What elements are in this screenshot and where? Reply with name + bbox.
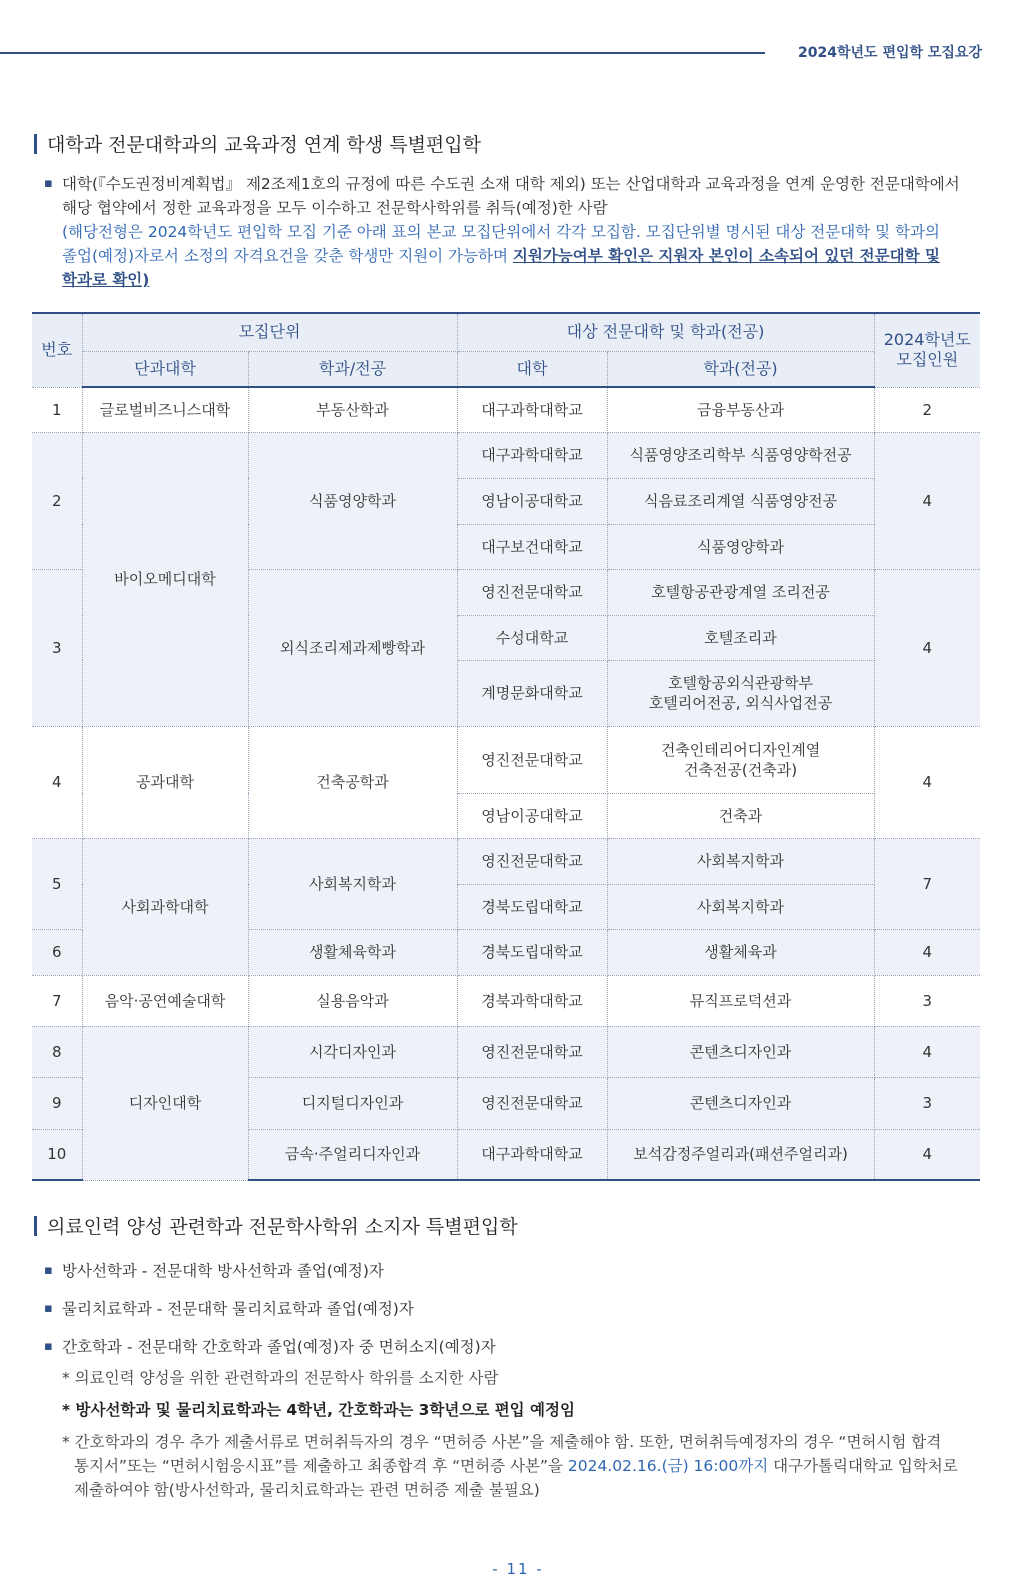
bullet-dot-icon: ▪ — [44, 1301, 53, 1316]
cell-major-line1: 건축인테리어디자인계열 — [660, 740, 821, 759]
header-quota-b: 모집인원 — [896, 350, 959, 370]
cell-quota: 4 — [874, 1026, 980, 1077]
cell-quota: 3 — [874, 1077, 980, 1129]
header-quota — [874, 313, 980, 387]
cell-major: 콘텐츠디자인과 — [607, 1026, 874, 1077]
cell-dept: 식품영양학과 — [248, 432, 457, 569]
cell-no: 3 — [32, 569, 82, 726]
bullet-dot-icon: ▪ — [44, 1263, 53, 1278]
cell-major: 사회복지학과 — [607, 884, 874, 929]
cell-quota: 2 — [874, 387, 980, 432]
section-marker — [34, 1216, 37, 1236]
cell-quota: 4 — [874, 432, 980, 569]
section-marker — [34, 134, 37, 154]
cell-dept: 금속·주얼리디자인과 — [248, 1129, 457, 1180]
cell-univ: 대구보건대학교 — [457, 524, 607, 569]
note-3-line2 — [62, 1454, 992, 1478]
cell-univ: 영남이공대학교 — [457, 793, 607, 838]
section1-bullet — [44, 172, 994, 292]
cell-univ: 대구과학대학교 — [457, 387, 607, 432]
cell-college: 글로벌비즈니스대학 — [82, 387, 248, 432]
note-2: * 방사선학과 및 물리치료학과는 4학년, 간호학과는 3학년으로 편입 예정임 — [62, 1401, 575, 1419]
header-dept: 학과/전공 — [248, 351, 457, 387]
cell-dept: 사회복지학과 — [248, 838, 457, 929]
cell-no: 6 — [32, 929, 82, 975]
cell-major: 금융부동산과 — [607, 387, 874, 432]
section2-title — [34, 1212, 518, 1239]
bullet-line1: 대학(『수도권정비계획법』 제2조제1호의 규정에 따른 수도권 소재 대학 제외) 또는 산업대학과 교육과정을 연계 운영한 전문대학에서 — [62, 175, 960, 193]
section2-bullet-3 — [44, 1335, 944, 1359]
cell-univ: 계명문화대학교 — [457, 660, 607, 726]
cell-major: 사회복지학과 — [607, 838, 874, 884]
cell-major: 식음료조리계열 식품영양전공 — [607, 478, 874, 524]
note-3 — [62, 1430, 992, 1502]
cell-major: 호텔항공관광계열 조리전공 — [607, 569, 874, 615]
header-target: 대상 전문대학 및 학과(전공) — [457, 313, 874, 351]
cell-dept: 외식조리제과제빵학과 — [248, 569, 457, 726]
table-row — [32, 838, 980, 884]
table-row — [32, 432, 980, 478]
note-emphasis-b: 학과로 확인) — [62, 271, 150, 289]
section1-title-text: 대학과 전문대학과의 교육과정 연계 학생 특별편입학 — [47, 134, 481, 156]
cell-major — [607, 726, 874, 793]
table-row — [32, 975, 980, 1026]
cell-univ: 대구과학대학교 — [457, 1129, 607, 1180]
cell-major — [607, 660, 874, 726]
note-3-line3: 제출하여야 함(방사선학과, 물리치료학과는 관련 면허증 제출 불필요) — [74, 1481, 540, 1499]
header-title: 2024학년도 편입학 모집요강 — [798, 45, 982, 61]
cell-univ: 대구과학대학교 — [457, 432, 607, 478]
cell-major: 호텔조리과 — [607, 615, 874, 660]
deadline-date: 2024.02.16.(금) 16:00까지 — [567, 1457, 769, 1475]
cell-college: 공과대학 — [82, 726, 248, 838]
cell-quota: 4 — [874, 929, 980, 975]
bullet-text: 방사선학과 - 전문대학 방사선학과 졸업(예정)자 — [62, 1262, 384, 1280]
cell-college: 음악·공연예술대학 — [82, 975, 248, 1026]
cell-college: 사회과학대학 — [82, 838, 248, 975]
cell-dept: 디지털디자인과 — [248, 1077, 457, 1129]
cell-no: 1 — [32, 387, 82, 432]
cell-college: 바이오메디대학 — [82, 432, 248, 726]
cell-major: 보석감정주얼리과(패션주얼리과) — [607, 1129, 874, 1180]
cell-major-line1: 호텔항공외식관광학부 — [668, 674, 813, 692]
note-emphasis-a: 지원가능여부 확인은 지원자 본인이 소속되어 있던 전문대학 및 — [512, 247, 940, 265]
note-3-line2-post: 대구가톨릭대학교 입학처로 — [768, 1457, 958, 1475]
cell-major: 뮤직프로덕션과 — [607, 975, 874, 1026]
cell-no: 8 — [32, 1026, 82, 1077]
cell-major: 콘텐츠디자인과 — [607, 1077, 874, 1129]
cell-no: 4 — [32, 726, 82, 838]
header-univ: 대학 — [457, 351, 607, 387]
cell-univ: 영진전문대학교 — [457, 569, 607, 615]
cell-dept: 실용음악과 — [248, 975, 457, 1026]
table-row — [32, 726, 980, 793]
cell-univ: 경북도립대학교 — [457, 884, 607, 929]
bullet-text: 물리치료학과 - 전문대학 물리치료학과 졸업(예정)자 — [62, 1300, 414, 1318]
cell-univ: 경북도립대학교 — [457, 929, 607, 975]
cell-major: 식품영양조리학부 식품영양학전공 — [607, 432, 874, 478]
table-row — [32, 387, 980, 432]
cell-quota: 4 — [874, 569, 980, 726]
cell-major: 생활체육과 — [607, 929, 874, 975]
bullet-dot-icon: ▪ — [44, 176, 53, 191]
header-unit: 모집단위 — [82, 313, 457, 351]
cell-major-line2: 호텔리어전공, 외식사업전공 — [648, 694, 833, 712]
cell-dept: 생활체육학과 — [248, 929, 457, 975]
note-line2-text: 졸업(예정)자로서 소정의 자격요건을 갖춘 학생만 지원이 가능하며 — [62, 247, 513, 265]
header-major: 학과(전공) — [607, 351, 874, 387]
cell-major-line2: 건축전공(건축과) — [683, 760, 798, 779]
header-no: 번호 — [32, 313, 82, 387]
section2-bullet-2 — [44, 1297, 944, 1321]
header-quota-a: 2024학년도 — [883, 330, 971, 350]
bullet-dot-icon: ▪ — [44, 1339, 53, 1354]
note-3-line2-pre: 통지서”또는 “면허시험응시표”를 제출하고 최종합격 후 “면허증 사본”을 — [74, 1457, 568, 1475]
section1-title — [34, 130, 481, 157]
cell-college: 디자인대학 — [82, 1026, 248, 1180]
recruitment-table — [32, 312, 980, 1181]
cell-major: 건축과 — [607, 793, 874, 838]
cell-dept: 건축공학과 — [248, 726, 457, 838]
note-3-line1: * 간호학과의 경우 추가 제출서류로 면허취득자의 경우 “면허증 사본”을 제출해야 함. 또한, 면허취득예정자의 경우 “면허시험 합격 — [62, 1433, 942, 1451]
bullet-line2: 해당 협약에서 정한 교육과정을 모두 이수하고 전문학사학위를 취득(예정)한 사람 — [62, 199, 608, 217]
note-1: * 의료인력 양성을 위한 관련학과의 전문학사 학위를 소지한 사람 — [62, 1369, 499, 1387]
cell-no: 7 — [32, 975, 82, 1026]
cell-univ: 영진전문대학교 — [457, 726, 607, 793]
header-rule — [0, 52, 765, 54]
cell-univ: 영진전문대학교 — [457, 1077, 607, 1129]
cell-univ: 경북과학대학교 — [457, 975, 607, 1026]
cell-univ: 영진전문대학교 — [457, 1026, 607, 1077]
cell-quota: 4 — [874, 1129, 980, 1180]
cell-univ: 수성대학교 — [457, 615, 607, 660]
cell-dept: 시각디자인과 — [248, 1026, 457, 1077]
section2-title-text: 의료인력 양성 관련학과 전문학사학위 소지자 특별편입학 — [47, 1216, 518, 1238]
cell-no: 10 — [32, 1129, 82, 1180]
section2-bullet-1 — [44, 1259, 944, 1283]
bullet-text: 간호학과 - 전문대학 간호학과 졸업(예정)자 중 면허소지(예정)자 — [62, 1338, 496, 1356]
table-row — [32, 1026, 980, 1077]
cell-major: 식품영양학과 — [607, 524, 874, 569]
cell-dept: 부동산학과 — [248, 387, 457, 432]
cell-no: 9 — [32, 1077, 82, 1129]
cell-quota: 4 — [874, 726, 980, 838]
note-line1: (해당전형은 2024학년도 편입학 모집 기준 아래 표의 본교 모집단위에서 각각 모집함. 모집단위별 명시된 대상 전문대학 및 학과의 — [62, 223, 940, 241]
cell-quota: 7 — [874, 838, 980, 929]
cell-univ: 영남이공대학교 — [457, 478, 607, 524]
cell-quota: 3 — [874, 975, 980, 1026]
cell-no: 2 — [32, 432, 82, 569]
cell-no: 5 — [32, 838, 82, 929]
note-line2 — [44, 244, 994, 268]
header-college: 단과대학 — [82, 351, 248, 387]
page-number: - 11 - — [492, 1560, 544, 1578]
cell-univ: 영진전문대학교 — [457, 838, 607, 884]
